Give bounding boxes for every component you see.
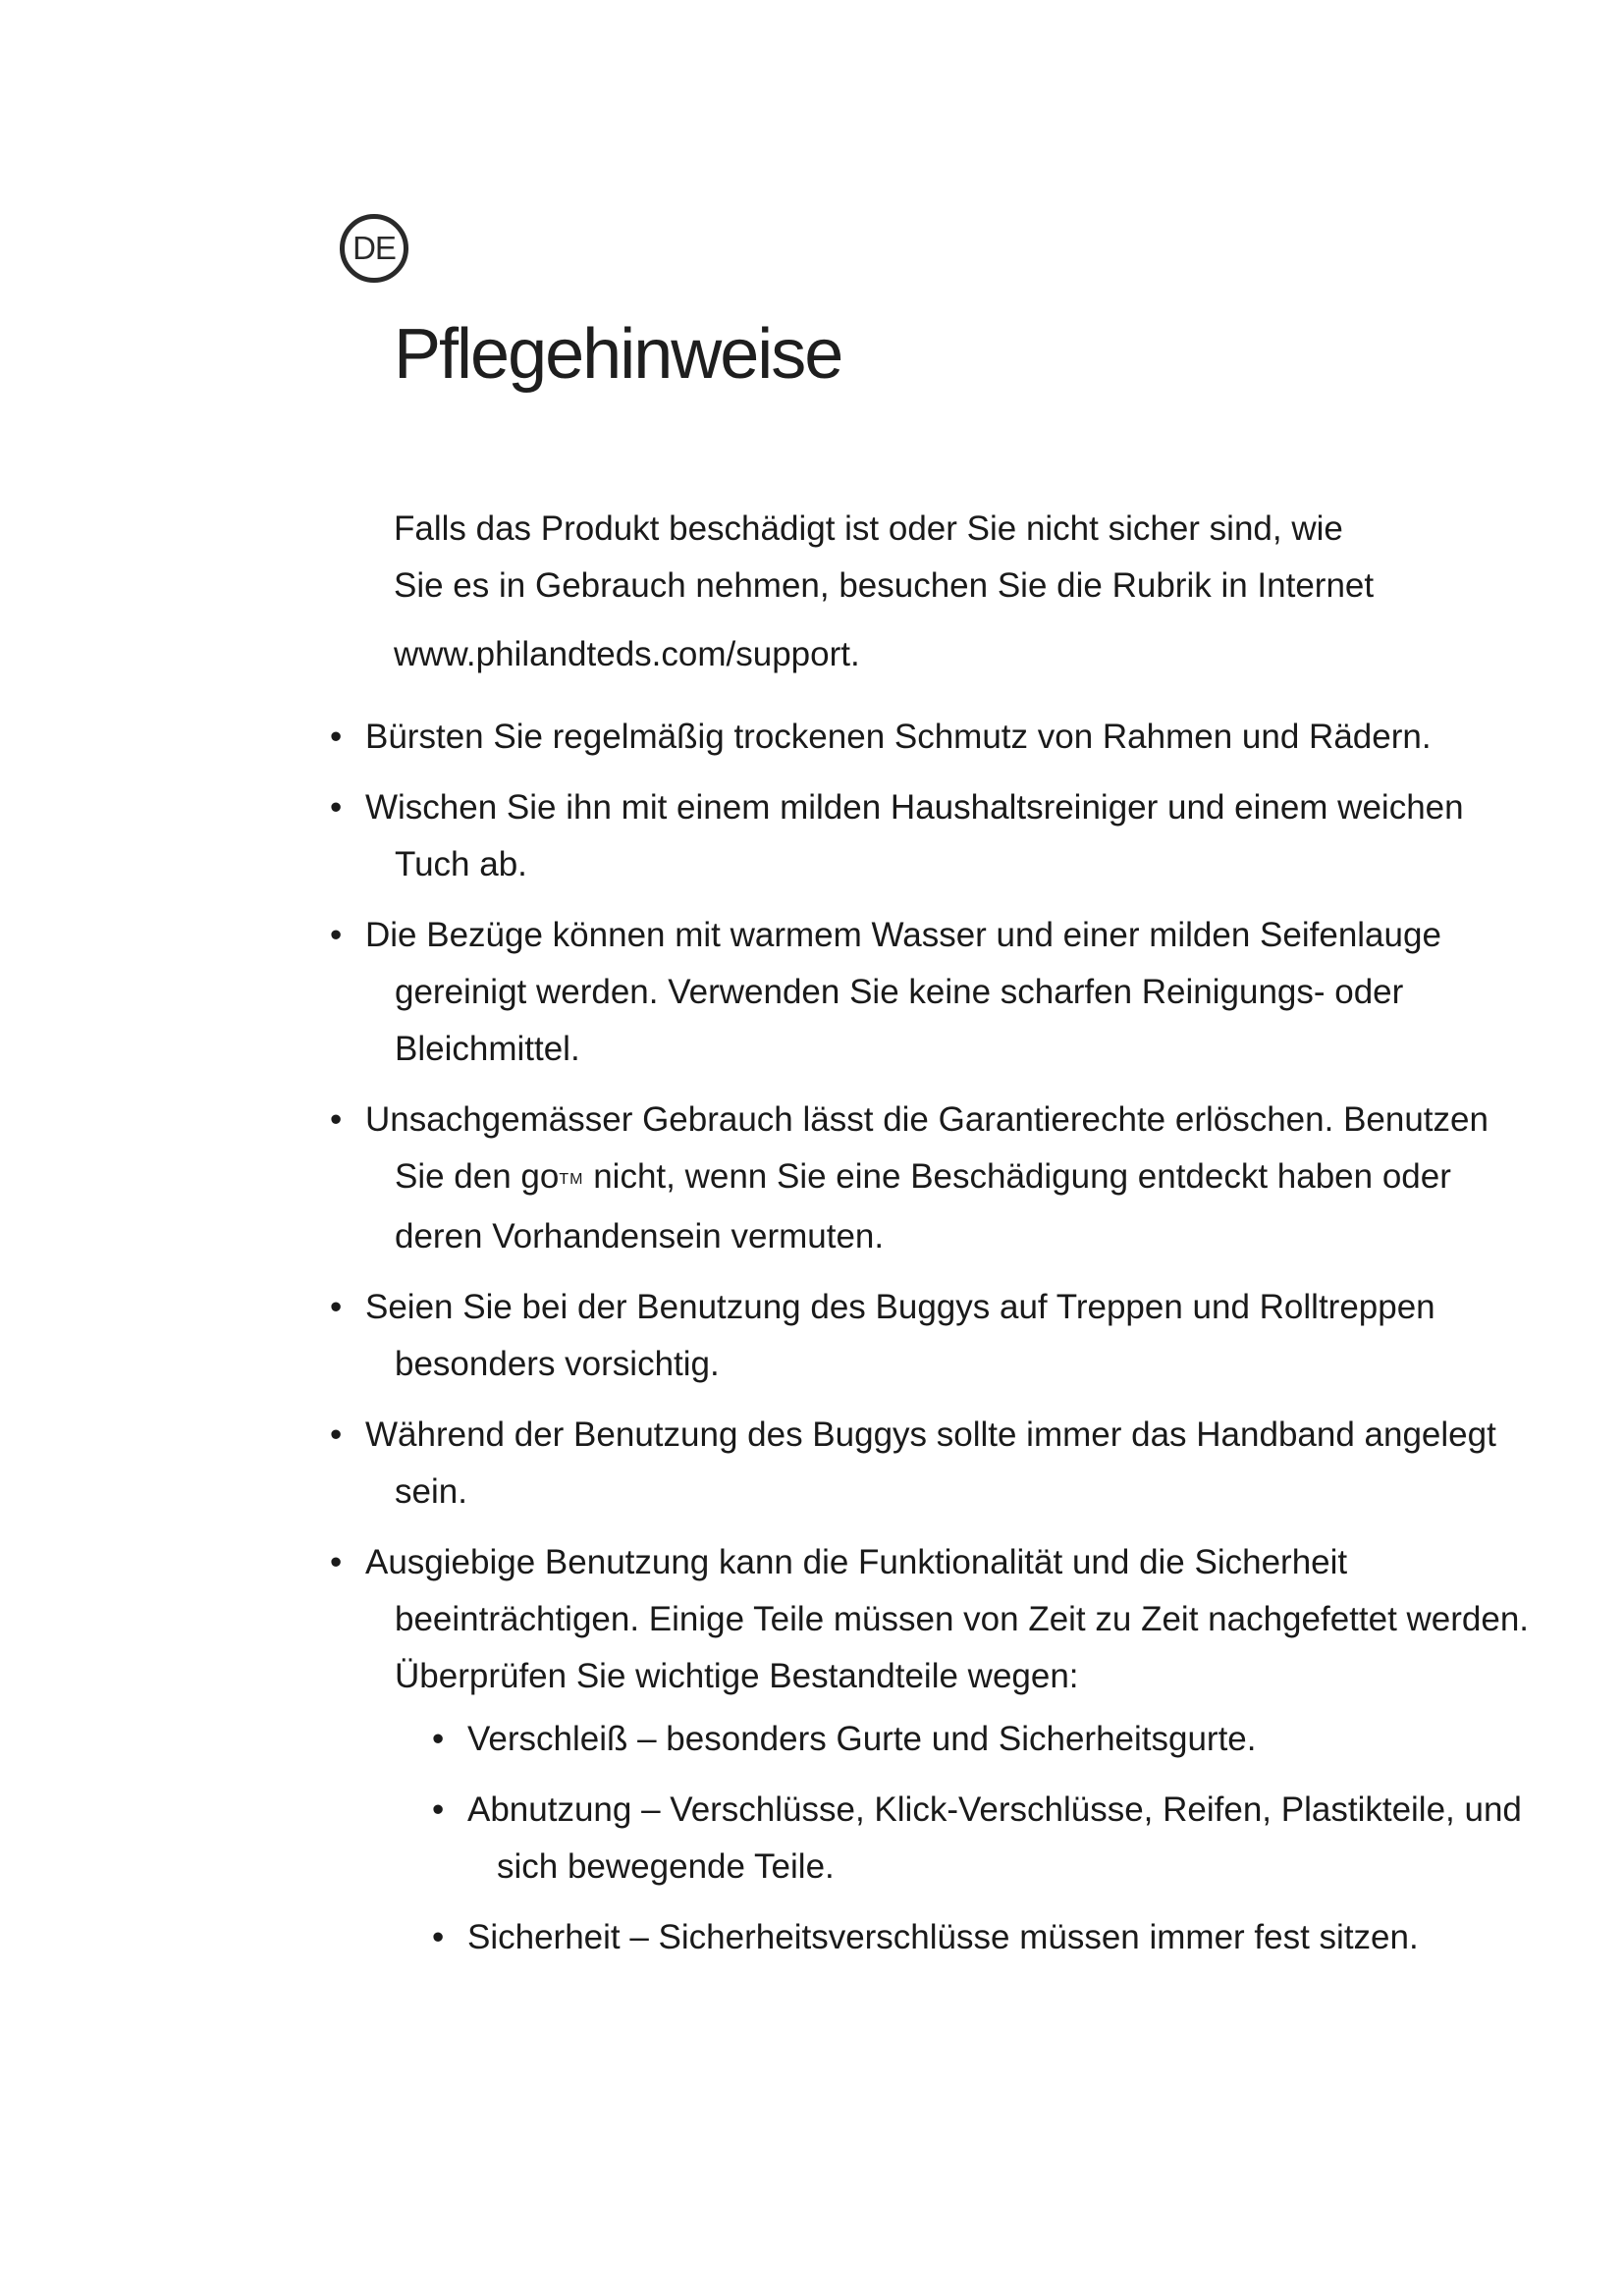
list-item-text: Während der Benutzung des Buggys sollte immer das Handband angelegt sein. — [365, 1415, 1496, 1511]
list-item — [324, 907, 1532, 1078]
list-item-text: Seien Sie bei der Benutzung des Buggys auf Treppen und Rolltreppen besonders vorsichtig. — [365, 1288, 1435, 1383]
sub-list-item — [365, 1711, 1532, 1768]
sub-list-item — [365, 1782, 1532, 1896]
bullet-icon: • — [330, 1100, 343, 1139]
list-item-text: Bürsten Sie regelmäßig trockenen Schmutz von Rahmen und Rädern. — [365, 718, 1432, 756]
sub-list-item-text: Verschleiß – besonders Gurte und Sicherheitsgurte. — [467, 1720, 1257, 1758]
list-item — [324, 709, 1532, 766]
bullet-icon: • — [330, 788, 343, 827]
bullet-icon: • — [330, 1288, 343, 1326]
support-url: www.philandteds.com/support. — [394, 635, 860, 673]
list-item-text-part: Unsachgemässer Gebrauch lässt die Garantierechte erlöschen. Benutzen Sie den go — [365, 1100, 1489, 1196]
bullet-icon: • — [330, 1543, 343, 1581]
bullet-icon: • — [330, 916, 343, 954]
sub-list-item-text: Sicherheit – Sicherheitsverschlüsse müssen immer fest sitzen. — [467, 1918, 1419, 1956]
bullet-icon: • — [330, 1415, 343, 1454]
care-instructions-list — [324, 709, 1532, 1980]
sub-list-item-text: Abnutzung – Verschlüsse, Klick-Verschlüsse, Reifen, Plastikteile, und sich bewegende Teile. — [467, 1790, 1522, 1886]
bullet-icon: • — [330, 718, 343, 756]
list-item-text — [365, 1092, 1532, 1265]
intro-line-2: Sie es in Gebrauch nehmen, besuchen Sie die Rubrik in Internet — [394, 566, 1375, 605]
inspection-sublist — [365, 1711, 1532, 1966]
sub-list-item — [365, 1909, 1532, 1966]
intro-paragraph — [394, 501, 1493, 683]
list-item — [324, 1092, 1532, 1265]
bullet-icon: • — [432, 1720, 445, 1758]
page-title: Pflegehinweise — [394, 315, 842, 394]
list-item-text: Wischen Sie ihn mit einem milden Haushaltsreiniger und einem weichen Tuch ab. — [365, 788, 1464, 883]
trademark-symbol: TM — [559, 1171, 584, 1188]
list-item — [324, 779, 1532, 893]
list-item-text: Ausgiebige Benutzung kann die Funktionalität und die Sicherheit beeinträchtigen. Einige Teile müssen von Zeit zu Zeit nachgefettet werden. Überprüfen Sie wichtige Bestandteile wegen: — [365, 1543, 1530, 1695]
intro-line-1: Falls das Produkt beschädigt ist oder Sie nicht sicher sind, wie — [394, 509, 1343, 548]
list-item — [324, 1534, 1532, 1966]
bullet-icon: • — [432, 1918, 445, 1956]
list-item — [324, 1279, 1532, 1393]
list-item — [324, 1407, 1532, 1521]
list-item-text-part: nicht, wenn Sie eine Beschädigung entdeckt haben oder deren Vorhandensein vermuten. — [395, 1157, 1451, 1255]
language-badge: DE — [340, 214, 408, 283]
bullet-icon: • — [432, 1790, 445, 1829]
list-item-text: Die Bezüge können mit warmem Wasser und einer milden Seifenlauge gereinigt werden. Verwenden Sie keine scharfen Reinigungs- oder Bleichmittel. — [365, 916, 1441, 1068]
